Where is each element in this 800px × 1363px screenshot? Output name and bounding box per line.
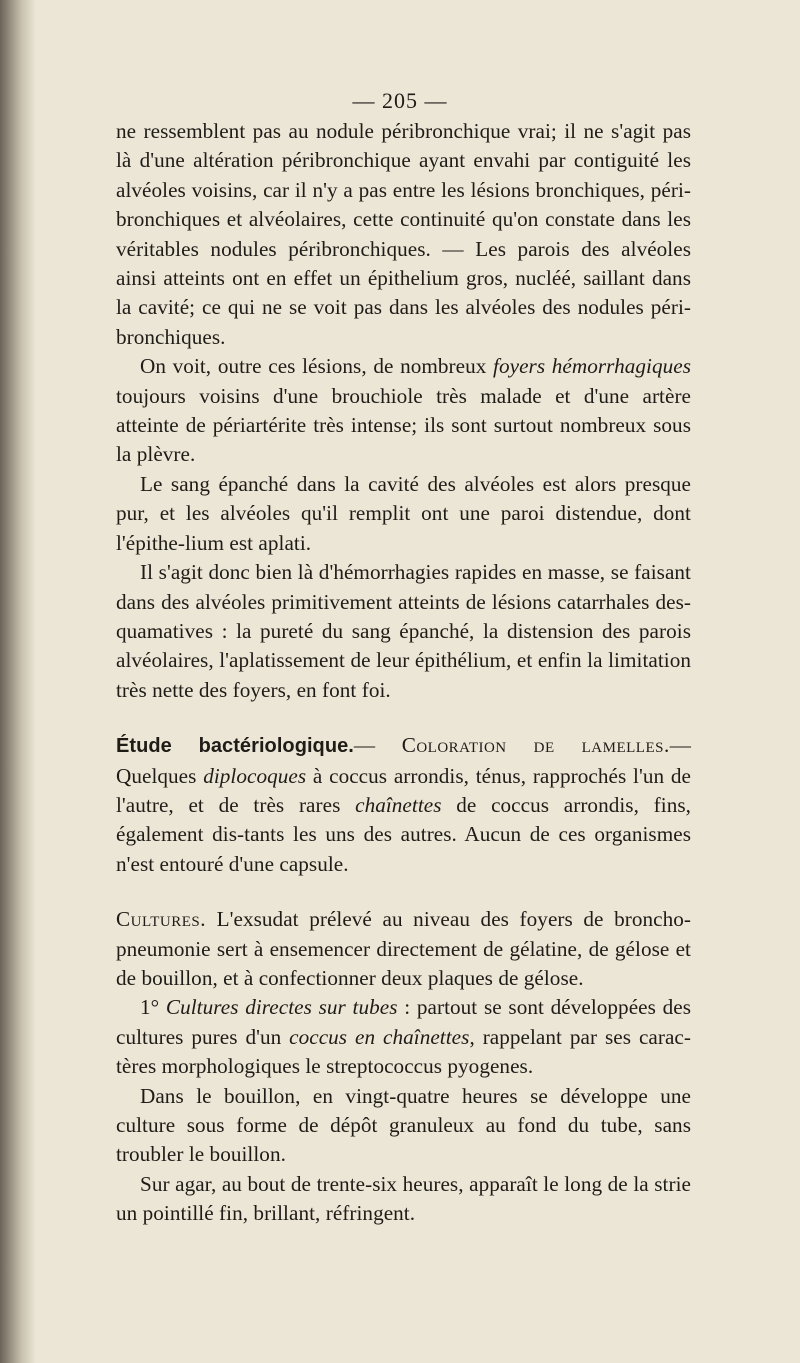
section-heading-bacteriology: Étude bactériologique. bbox=[116, 735, 354, 758]
paragraph-2-text-c: toujours voisins d'une brouchiole très malade et d'une artère atteinte de périartérite très intense; ils sont surtout nombreux sous la plèvre. bbox=[116, 383, 691, 467]
paragraph-2-italic: foyers hémorrhagiques bbox=[493, 354, 691, 379]
paragraph-7-italic-1: Cultures directes sur tubes bbox=[165, 995, 398, 1020]
paragraph-2 bbox=[116, 352, 691, 470]
paragraph-6-text: L'exsudat prélevé au niveau des foyers de broncho-pneumonie sert à ensemencer directement de gélatine, de gélose et de bouillon, et à confectionner deux plaques de gélose. bbox=[116, 907, 691, 990]
paragraph-7 bbox=[116, 993, 691, 1081]
paragraph-9: Sur agar, au bout de trente-six heures, apparaît le long de la strie un pointillé fin, brillant, réfringent. bbox=[116, 1171, 691, 1226]
paragraph-4: Il s'agit donc bien là d'hémorrhagies rapides en masse, se faisant dans des alvéoles primitivement atteints de lésions catarrhales des-quamatives : la pureté du sang épanché, la distension des parois alvéolaires, l'aplatissement de leur épithélium, et enfin la limitation très nette des foyers, en font foi. bbox=[116, 560, 691, 702]
paragraph-3: Le sang épanché dans la cavité des alvéoles est alors presque pur, et les alvéoles qu'il remplit ont une paroi distendue, dont l'épithe-lium est aplati. bbox=[116, 471, 691, 555]
paragraph-6 bbox=[116, 905, 691, 993]
paragraph-5-italic-2: chaînettes bbox=[355, 792, 442, 817]
page-number: — 205 — bbox=[352, 88, 448, 113]
subheading-coloration: Coloration de lamelles. bbox=[401, 733, 670, 758]
subheading-cultures: Cultures. bbox=[116, 907, 207, 932]
paragraph-7-text-b: : partout se sont développées des cultures pures d'un bbox=[116, 995, 692, 1049]
paragraph-1: ne ressemblent pas au nodule péribronchique vrai; il ne s'agit pas là d'une altération péribronchique ayant envahi par contiguité les alvéoles voisins, car il n'y a pas entre les lésions bronchiques, péri-bronchiques et alvéolaires, cette continuité qu'on constate dans les véritables nodules péribronchiques. — Les parois des alvéoles ainsi atteints ont en effet un épithelium gros, nucléé, saillant dans la cavité; ce qui ne se voit pas dans les alvéoles des nodules péri-bronchiques. bbox=[116, 119, 691, 349]
paragraph-7-text-c: , rappelant par ses carac-tères morphologiques le streptococcus pyogenes. bbox=[116, 1024, 691, 1079]
paragraph-7-italic-2: coccus en chaînettes bbox=[289, 1024, 470, 1049]
paragraph-2-text-a: On voit, outre ces lésions, de nombreux bbox=[140, 354, 494, 379]
paragraph-5-text-b: à coccus arrondis, ténus, rapprochés l'un de l'autre, et de très rares bbox=[116, 763, 691, 817]
paragraph-5 bbox=[116, 731, 691, 879]
paragraph-7-number: 1° bbox=[140, 995, 166, 1020]
page-binding-shadow bbox=[0, 0, 36, 1363]
paragraph-8: Dans le bouillon, en vingt-quatre heures se développe une culture sous forme de dépôt granuleux au fond du tube, sans troubler le bouillon. bbox=[116, 1083, 691, 1167]
page-body bbox=[116, 117, 691, 1229]
paragraph-5-dash1: — bbox=[353, 733, 402, 758]
paragraph-5-dash2: — Quelques bbox=[116, 733, 692, 788]
paragraph-5-text-c: de coccus arrondis, fins, également dis-tants les uns des autres. Aucun de ces organismes n'est entouré d'une capsule. bbox=[116, 792, 691, 876]
paragraph-5-italic-1: diplocoques bbox=[203, 763, 307, 788]
